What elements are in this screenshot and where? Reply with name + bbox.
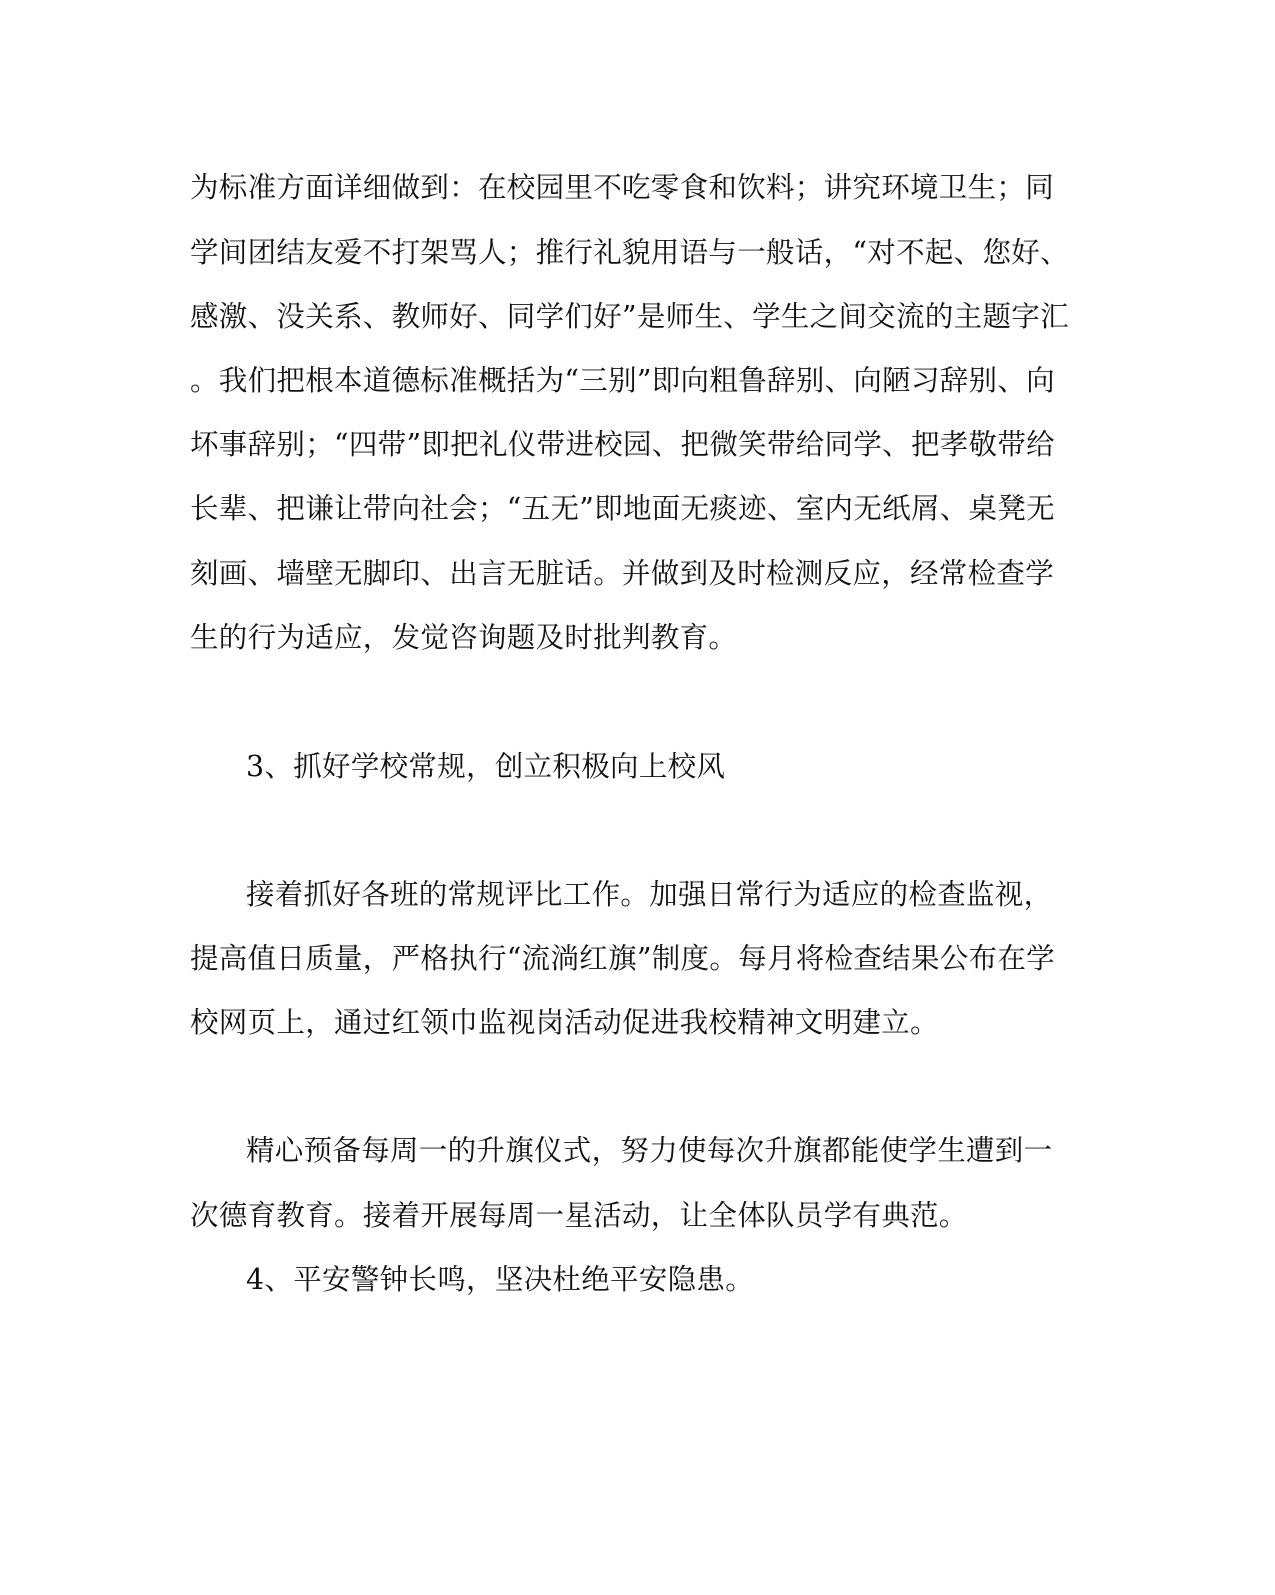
paragraph-line: 校网页上，通过红领巾监视岗活动促进我校精神文明建立。 [190, 1006, 939, 1039]
paragraph-line: 精心预备每周一的升旗仪式，努力使每次升旗都能使学生遭到一 [246, 1134, 1053, 1167]
paragraph-line: 提高值日质量，严格执行“流淌红旗”制度。每月将检查结果公布在学 [190, 942, 1055, 975]
paragraph-line: 次德育教育。接着开展每周一星活动，让全体队员学有典范。 [190, 1199, 968, 1232]
paragraph-line: 接着抓好各班的常规评比工作。加强日常行为适应的检查监视， [246, 878, 1053, 911]
paragraph-line: 长辈、把谦让带向社会；“五无”即地面无痰迹、室内无纸屑、桌凳无 [190, 492, 1055, 525]
paragraph-line: 坏事辞别；“四带”即把礼仪带进校园、把微笑带给同学、把孝敬带给 [190, 428, 1055, 461]
paragraph-line: 刻画、墙壁无脚印、出言无脏话。并做到及时检测反应，经常检查学 [190, 557, 1055, 590]
paragraph-line: 感激、没关系、教师好、同学们好”是师生、学生之间交流的主题字汇 [190, 300, 1069, 333]
paragraph-line: 。我们把根本道德标准概括为“三别”即向粗鲁辞别、向陋习辞别、向 [190, 364, 1055, 397]
paragraph-line: 生的行为适应，发觉咨询题及时批判教育。 [190, 621, 738, 654]
section-heading: 4、平安警钟长鸣，坚决杜绝平安隐患。 [246, 1263, 755, 1296]
paragraph-line: 为标准方面详细做到：在校园里不吃零食和饮料；讲究环境卫生；同 [190, 171, 1055, 204]
paragraph-line: 学间团结友爱不打架骂人；推行礼貌用语与一般话，“对不起、您好、 [190, 236, 1069, 269]
section-heading: 3、抓好学校常规，创立积极向上校风 [246, 750, 726, 783]
